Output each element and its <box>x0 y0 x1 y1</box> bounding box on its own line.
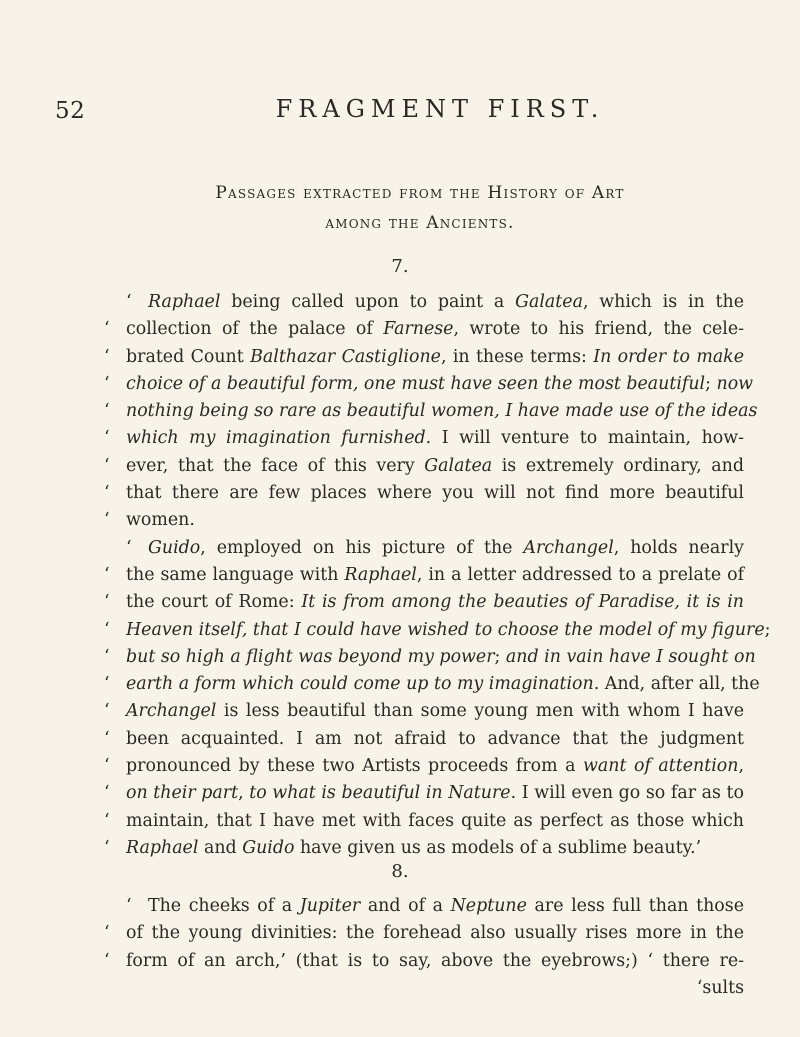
text-line <box>104 344 744 371</box>
quote-mark: ‘ <box>696 977 703 998</box>
text-line <box>104 780 744 807</box>
text-line <box>104 398 758 425</box>
text-line <box>104 371 754 398</box>
line-text: ever, that the face of this very Galatea is extremely ordinary, and <box>126 455 744 476</box>
quote-mark: ‘ <box>104 783 110 804</box>
quote-mark: ‘ <box>104 728 110 749</box>
line-text: maintain, that I have met with faces quite as perfect as those which <box>126 810 744 831</box>
quote-mark: ‘ <box>104 701 110 722</box>
text-line <box>104 507 744 534</box>
heading-line-2: among the Ancients. <box>325 213 515 233</box>
section-7-text <box>104 289 771 862</box>
heading-line-1: Passages extracted from the History of Art <box>215 183 625 203</box>
line-text: choice of a beautiful form, one must have seen the most beautiful; now <box>126 373 754 394</box>
text-line <box>104 835 744 862</box>
quote-mark: ‘ <box>104 923 110 944</box>
line-text: The cheeks of a Jupiter and of a Neptune are less full than those <box>148 896 744 916</box>
text-line <box>104 948 744 975</box>
quote-mark: ‘ <box>104 564 110 585</box>
running-head: FRAGMENT FIRST. <box>275 95 605 123</box>
quote-mark: ‘ <box>104 810 110 831</box>
text-line <box>104 920 744 947</box>
quote-mark: ‘ <box>104 950 110 971</box>
line-text: of the young divinities: the forehead also usually rises more in the <box>126 923 744 944</box>
line-text: earth a form which could come up to my imagination. And, after all, the <box>126 674 760 695</box>
quote-mark: ‘ <box>104 837 110 858</box>
text-line <box>104 617 771 644</box>
text-line <box>104 289 744 316</box>
text-line <box>104 808 744 835</box>
text-line <box>104 698 744 725</box>
text-line <box>104 453 744 480</box>
line-text: Heaven itself, that I could have wished to choose the model of my figure; <box>126 619 771 640</box>
text-line <box>104 316 744 343</box>
section-8-text <box>104 893 744 1002</box>
line-text: which my imagination furnished. I will venture to maintain, how- <box>126 428 745 449</box>
line-text: form of an arch,’ (that is to say, above the eyebrows;) ‘ there re- <box>126 950 744 971</box>
line-text: collection of the palace of Farnese, wrote to his friend, the cele- <box>126 319 745 340</box>
line-text: on their part, to what is beautiful in Nature. I will even go so far as to <box>126 783 745 804</box>
text-line <box>104 480 744 507</box>
text-line <box>104 535 744 562</box>
text-line <box>104 975 744 1002</box>
quote-mark: ‘ <box>104 674 110 695</box>
line-text: brated Count Balthazar Castiglione, in these terms: In order to make <box>126 346 745 367</box>
quote-mark: ‘ <box>104 346 110 367</box>
text-line <box>104 644 756 671</box>
line-text: pronounced by these two Artists proceeds from a want of attention, <box>126 756 744 777</box>
line-text: nothing being so rare as beautiful women, I have made use of the ideas <box>126 401 758 422</box>
text-line <box>104 753 744 780</box>
quote-mark: ‘ <box>104 592 110 613</box>
section-number-7: 7. <box>391 256 409 277</box>
quote-mark: ‘ <box>104 510 110 531</box>
section-number-8: 8. <box>391 861 409 882</box>
line-text: Raphael being called upon to paint a Galatea, which is in the <box>148 292 744 312</box>
quote-mark: ‘ <box>104 401 110 422</box>
line-text: that there are few places where you will not find more beautiful <box>126 483 744 504</box>
quote-mark: ‘ <box>104 483 110 504</box>
passage-heading <box>100 178 740 238</box>
quote-mark: ‘ <box>104 756 110 777</box>
line-text: Raphael and Guido have given us as models of a sublime beauty.’ <box>126 837 702 858</box>
line-text: the same language with Raphael, in a letter addressed to a prelate of <box>126 564 745 585</box>
line-text: but so high a flight was beyond my power; and in vain have I sought on <box>126 646 756 667</box>
page-number: 52 <box>55 98 86 124</box>
text-line <box>104 589 744 616</box>
quote-mark: ‘ <box>126 896 132 916</box>
quote-mark: ‘ <box>104 373 110 394</box>
line-text: Archangel is less beautiful than some young men with whom I have <box>126 701 744 722</box>
quote-mark: ‘ <box>104 319 110 340</box>
line-text: been acquainted. I am not afraid to advance that the judgment <box>126 728 744 749</box>
text-line <box>104 893 744 920</box>
quote-mark: ‘ <box>104 428 110 449</box>
quote-mark: ‘ <box>104 646 110 667</box>
quote-mark: ‘ <box>126 537 132 558</box>
line-text: the court of Rome: It is from among the beauties of Paradise, it is in <box>126 592 744 613</box>
line-text: sults <box>702 977 744 998</box>
text-line <box>104 425 744 452</box>
line-text: women. <box>126 510 195 531</box>
line-text: Guido, employed on his picture of the Archangel, holds nearly <box>148 537 744 558</box>
text-line <box>104 562 744 589</box>
quote-mark: ‘ <box>104 619 110 640</box>
text-line <box>104 671 760 698</box>
text-line <box>104 726 744 753</box>
quote-mark: ‘ <box>104 455 110 476</box>
quote-mark: ‘ <box>126 292 132 312</box>
